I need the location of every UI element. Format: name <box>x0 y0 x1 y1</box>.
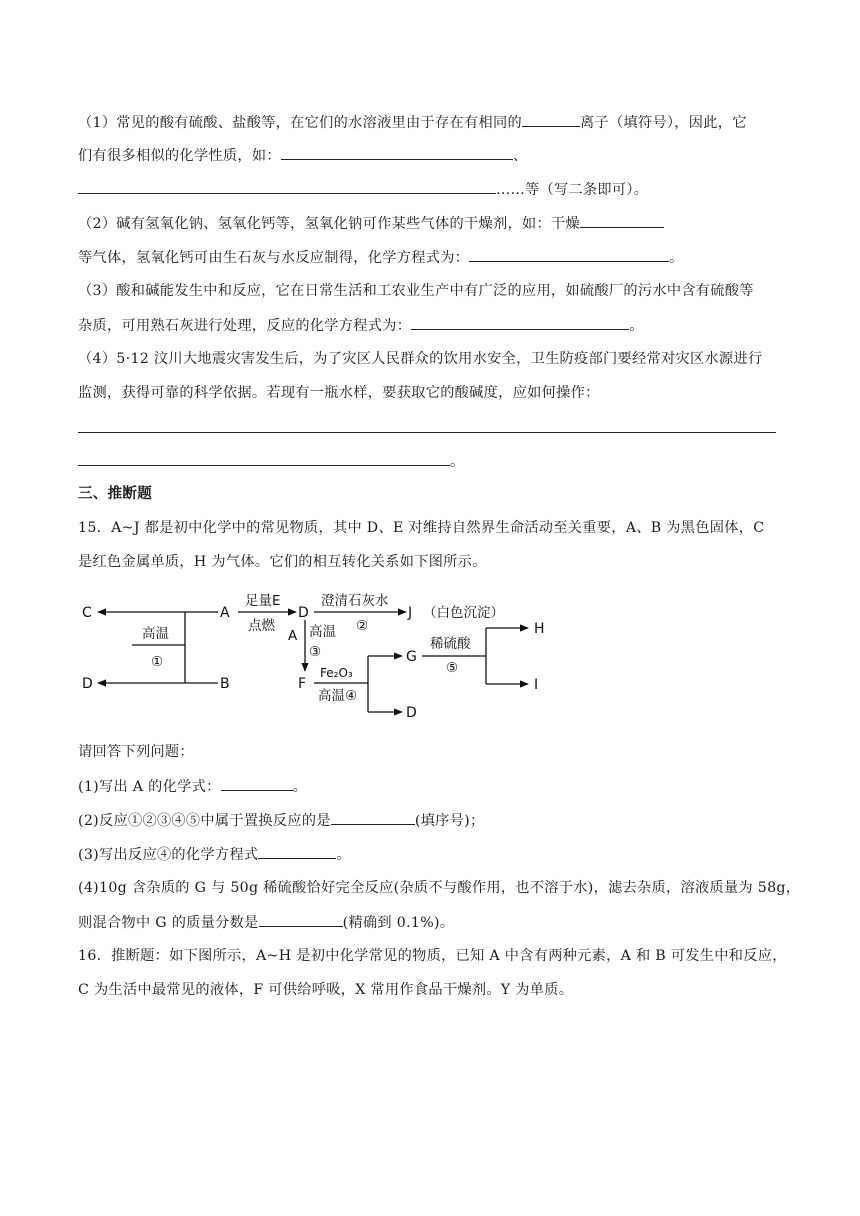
text: (1)写出 A 的化学式： <box>78 779 221 795</box>
q16-line2: C 为生活中最常见的液体，F 可供给呼吸，X 常用作食品干燥剂。Y 为单质。 <box>78 982 574 998</box>
q14-part3-line2 <box>78 315 644 336</box>
answer-blank[interactable] <box>281 145 513 160</box>
j-note: （白色沉淀） <box>423 605 504 621</box>
node-d-bottom: D <box>406 705 417 721</box>
text: （3）酸和碱能发生中和反应，它在日常生活和工农业生产中有广泛的应用，如硫酸厂的污水中含有硫酸等 <box>78 283 754 299</box>
text: 。 <box>669 250 684 266</box>
condition-dilute-acid: 稀硫酸 <box>430 636 471 652</box>
node-i: I <box>534 677 539 693</box>
condition-excess-e: 足量E <box>245 593 281 609</box>
node-d-mid: D <box>298 605 309 621</box>
text: ……等（写二条即可）。 <box>496 182 649 198</box>
text: 则混合物中 G 的质量分数是 <box>78 915 259 931</box>
answer-blank[interactable] <box>78 451 450 466</box>
q14-part4-line3 <box>78 418 776 439</box>
text: (精确到 0.1%)。 <box>342 915 455 931</box>
text: 杂质，可用熟石灰进行处理，反应的化学方程式为： <box>78 318 412 334</box>
text: (3)写出反应④的化学方程式 <box>78 847 259 863</box>
node-j: J <box>408 605 413 621</box>
text: 。 <box>336 847 351 863</box>
q14-part4-line4 <box>78 451 465 472</box>
text: 、 <box>512 148 528 164</box>
answer-blank[interactable] <box>259 912 343 927</box>
answer-blank[interactable] <box>580 213 664 228</box>
q16-line1: 16．推断题：如下图所示，A~H 是初中化学常见的物质，已知 A 中含有两种元素，A 和 B 可发生中和反应， <box>78 948 787 964</box>
text: (填序号)； <box>414 813 485 829</box>
node-g: G <box>406 649 417 665</box>
condition-high-temp-4: 高温④ <box>318 688 358 704</box>
q14-part2-line1 <box>78 213 664 234</box>
q15-sub2 <box>78 810 484 831</box>
q14-part4-line1 <box>78 349 762 369</box>
text: 。 <box>450 454 465 470</box>
q15-sub3 <box>78 844 351 865</box>
text: (2)反应①②③④⑤中属于置换反应的是 <box>78 813 331 829</box>
answer-blank[interactable] <box>331 810 415 825</box>
node-d: D <box>82 676 93 692</box>
answer-blank[interactable] <box>258 844 336 859</box>
condition-number-1: ① <box>151 654 164 670</box>
q15-intro-line1: 15．A~J 都是初中化学中的常见物质，其中 D、E 对维持自然界生命活动至关重要，A、B 为黑色固体，C <box>78 520 765 536</box>
text: 等气体，氢氧化钙可由生石灰与水反应制得，化学方程式为： <box>78 250 470 266</box>
text: 离子（填符号），因此，它 <box>579 115 747 131</box>
condition-number-5: ⑤ <box>446 660 459 676</box>
q14-part1-line2 <box>78 145 527 166</box>
node-f: F <box>298 676 307 692</box>
text: 监测，获得可靠的科学依据。若现有一瓶水样，要获取它的酸碱度，应如何操作： <box>78 385 600 401</box>
q15-ask: 请回答下列问题： <box>78 744 194 760</box>
condition-fe2o3: Fe₂O₃ <box>320 666 353 680</box>
answer-blank[interactable] <box>411 315 629 330</box>
q14-part1-line3 <box>78 179 648 200</box>
node-c: C <box>82 605 92 621</box>
q15-sub4-line2 <box>78 912 454 933</box>
q14-part2-line2 <box>78 247 684 268</box>
text: 。 <box>629 318 644 334</box>
answer-blank[interactable] <box>469 247 669 262</box>
text: 们有很多相似的化学性质，如： <box>78 148 281 164</box>
answer-blank[interactable] <box>522 112 580 127</box>
condition-high-temp-1: 高温 <box>142 626 169 642</box>
q15-sub1 <box>78 776 307 797</box>
condition-ignite: 点燃 <box>248 618 275 634</box>
answer-blank[interactable] <box>221 776 293 791</box>
q15-intro-line2: 是红色金属单质，H 为气体。它们的相互转化关系如下图所示。 <box>78 554 487 570</box>
condition-high-temp-3: 高温 <box>309 624 336 640</box>
q15-sub4-line1: (4)10g 含杂质的 G 与 50g 稀硫酸恰好完全反应(杂质不与酸作用，也不溶于水)，滤去杂质，溶液质量为 58g， <box>78 880 801 896</box>
section-heading: 三、推断题 <box>78 486 152 502</box>
answer-blank[interactable] <box>78 179 496 194</box>
text: （1）常见的酸有硫酸、盐酸等，在它们的水溶液里由于存在有相同的 <box>78 115 522 131</box>
q14-part4-line2 <box>78 383 600 403</box>
condition-limewater: 澄清石灰水 <box>321 593 389 609</box>
node-a: A <box>220 605 230 621</box>
condition-a: A <box>288 628 298 644</box>
q14-part1-line1 <box>78 112 747 133</box>
text: （2）碱有氢氧化钠、氢氧化钙等，氢氧化钠可作某些气体的干燥剂，如：干燥 <box>78 216 580 232</box>
condition-number-3: ③ <box>309 644 322 660</box>
node-h: H <box>534 621 545 637</box>
text: （4）5·12 汶川大地震灾害发生后，为了灾区人民群众的饮用水安全，卫生防疫部门要经常对灾区水源进行 <box>78 351 763 367</box>
q14-part3-line1 <box>78 281 754 301</box>
text: 。 <box>292 779 308 795</box>
reaction-diagram <box>78 590 568 725</box>
condition-number-2: ② <box>356 618 369 634</box>
answer-blank[interactable] <box>78 418 776 433</box>
node-b: B <box>220 676 230 692</box>
